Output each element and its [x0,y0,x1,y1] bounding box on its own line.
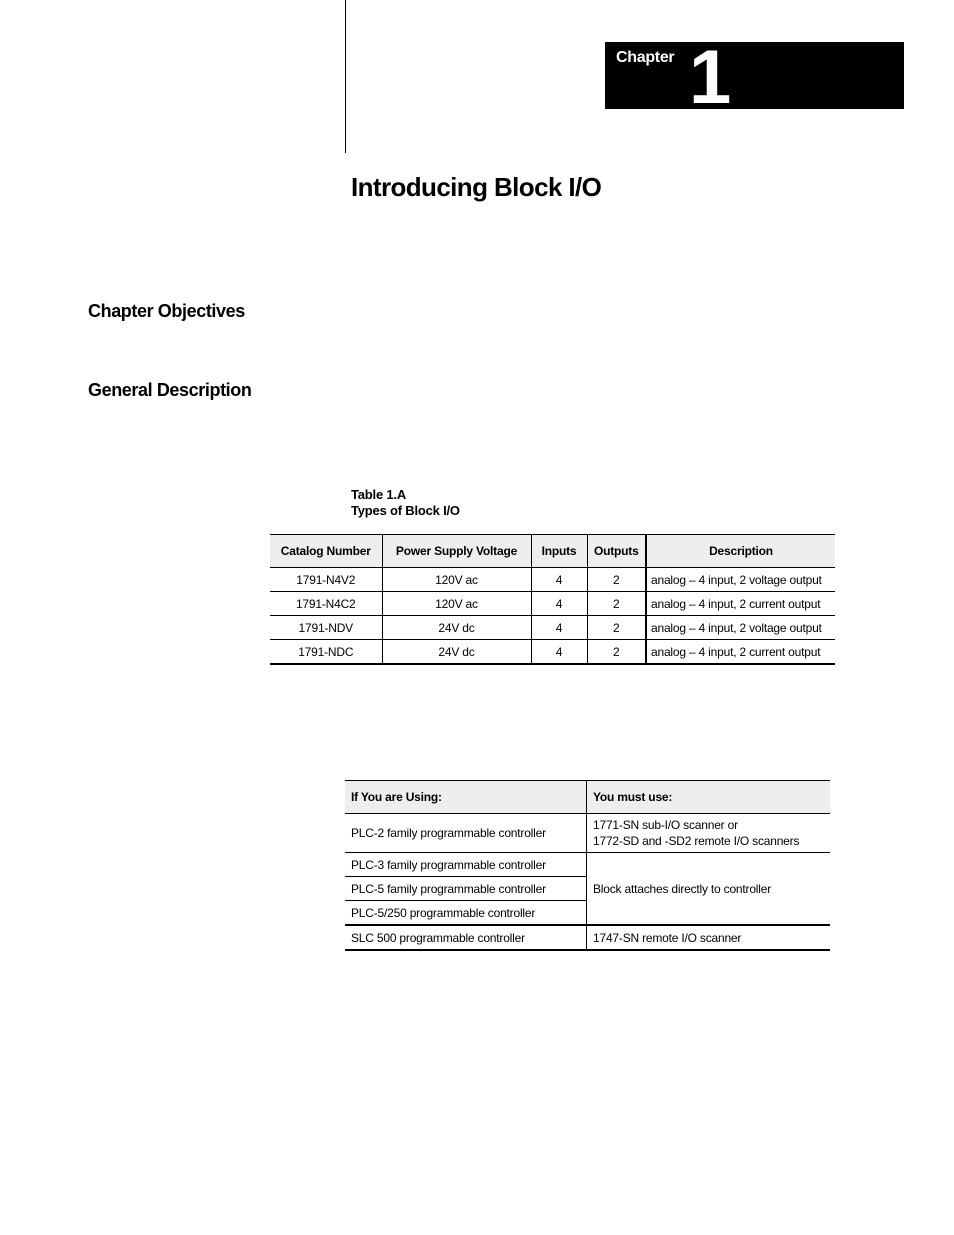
cell-controller: PLC-3 family programmable controller [345,853,587,877]
cell-requirement: 1747-SN remote I/O scanner [587,925,831,950]
header-you-must-use: You must use: [587,781,831,814]
cell-outputs: 2 [587,592,646,616]
cell-inputs: 4 [531,640,587,665]
block-io-types-table [270,534,835,665]
cell-controller: PLC-5/250 programmable controller [345,901,587,926]
header-if-you-are-using: If You are Using: [345,781,587,814]
cell-outputs: 2 [587,568,646,592]
cell-inputs: 4 [531,616,587,640]
header-description: Description [646,535,835,568]
table-row [270,640,835,665]
cell-controller: PLC-2 family programmable controller [345,814,587,853]
table-number: Table 1.A [351,487,407,502]
cell-voltage: 120V ac [382,592,531,616]
cell-voltage: 120V ac [382,568,531,592]
requirement-line: 1772-SD and -SD2 remote I/O scanners [593,834,800,848]
cell-catalog-number: 1791-NDC [270,640,382,665]
section-heading-objectives: Chapter Objectives [88,301,245,321]
table-header-row [345,781,830,814]
cell-catalog-number: 1791-N4V2 [270,568,382,592]
section-heading-general-description: General Description [88,380,252,400]
cell-controller: SLC 500 programmable controller [345,925,587,950]
page-title: Introducing Block I/O [351,172,602,202]
cell-voltage: 24V dc [382,640,531,665]
cell-requirement: Block attaches directly to controller [587,853,831,926]
chapter-label: Chapter [616,49,675,66]
controller-compatibility-table [345,780,830,951]
cell-inputs: 4 [531,568,587,592]
cell-inputs: 4 [531,592,587,616]
chapter-tab [605,35,904,120]
cell-description: analog – 4 input, 2 current output [646,592,835,616]
table-row [345,925,830,950]
table-row [270,568,835,592]
header-power-supply-voltage: Power Supply Voltage [382,535,531,568]
cell-voltage: 24V dc [382,616,531,640]
cell-description: analog – 4 input, 2 voltage output [646,616,835,640]
table-row [270,616,835,640]
cell-outputs: 2 [587,616,646,640]
cell-requirement [587,814,831,853]
requirement-line: 1771-SN sub-I/O scanner or [593,818,738,832]
table-row [345,814,830,853]
cell-catalog-number: 1791-NDV [270,616,382,640]
header-inputs: Inputs [531,535,587,568]
header-catalog-number: Catalog Number [270,535,382,568]
cell-catalog-number: 1791-N4C2 [270,592,382,616]
cell-outputs: 2 [587,640,646,665]
table-header-row [270,535,835,568]
table-title: Types of Block I/O [351,503,460,518]
cell-description: analog – 4 input, 2 voltage output [646,568,835,592]
cell-controller: PLC-5 family programmable controller [345,877,587,901]
cell-description: analog – 4 input, 2 current output [646,640,835,665]
table-row [345,853,830,877]
table-caption [351,487,460,519]
table-row [270,592,835,616]
header-outputs: Outputs [587,535,646,568]
margin-rule [345,0,346,153]
chapter-number: 1 [689,35,730,120]
